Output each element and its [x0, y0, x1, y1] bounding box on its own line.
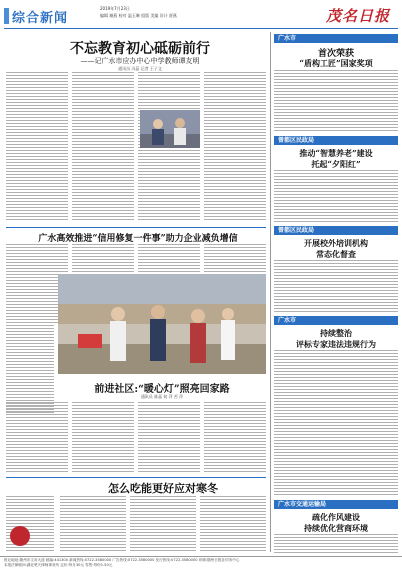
right-a-title-2: “盾构工匠”国家奖项	[299, 58, 373, 68]
story3-headline: 前进社区:“暖心灯”照亮回家路	[94, 384, 230, 395]
wechat-qr-icon	[10, 526, 30, 546]
lead-byline: 通讯员 冯蕊 记者 王子文	[118, 66, 162, 71]
right-b-title-2: 托起“夕阳红”	[311, 159, 361, 169]
story3-col-4	[204, 402, 266, 474]
lead-col-4	[204, 72, 266, 222]
right-section-c: 曾都区民政局	[274, 226, 398, 235]
lead-photo	[140, 110, 200, 148]
right-section-b: 曾都区民政局	[274, 136, 398, 145]
story4-col-3	[130, 496, 196, 552]
column-divider	[270, 32, 271, 552]
right-d-title-1: 持续整治	[320, 328, 352, 338]
right-d-title-2: 评标专家违法违规行为	[296, 339, 376, 349]
story3-photo	[58, 274, 266, 374]
story4-rule	[6, 477, 266, 478]
section-marker	[4, 8, 9, 24]
right-b-title-1: 推动“智慧养老”建设	[299, 148, 373, 158]
right-a-title-1: 首次荣获	[317, 49, 354, 59]
lead-col-2	[72, 72, 134, 222]
right-e-body	[274, 534, 398, 554]
story3-col-2	[72, 402, 134, 474]
story4-col-2	[60, 496, 126, 552]
right-b-body	[274, 170, 398, 222]
story2-rule	[6, 227, 266, 228]
right-c-body	[274, 260, 398, 312]
story4-col-4	[200, 496, 266, 552]
story3-col-3	[138, 402, 200, 474]
staff-line: 编辑 谢燕 校对 温玉琳 组版 美编 设计 贾燕	[100, 13, 177, 18]
lead-headline: 不忘教育初心砥砺前行	[70, 41, 210, 57]
masthead-rule	[4, 28, 398, 29]
lead-subheadline: ——记广水市应办中心中学教师谭友明	[80, 57, 200, 65]
story4-headline: 怎么吃能更好应对寒冬	[108, 482, 218, 495]
footer-line-2: 本报法律顾问:湖北楚天律师事务所 定价:每月30元 零售:每份1.50元	[4, 563, 113, 567]
right-e-title-1: 疏化作风建设	[312, 512, 360, 522]
story3-side-col	[6, 274, 54, 414]
section-title: 综合新闻	[12, 11, 69, 26]
footer-line-1: 报社地址:随州市文帝大道 邮编:441300 新闻热线:0722-3580000 广告热线:0722-3580000 发行热线:0722-3580000 印刷:随州日报社印务中心	[4, 558, 240, 562]
right-d-body	[274, 350, 398, 496]
lead-col-1	[6, 72, 68, 222]
masthead	[0, 0, 402, 30]
right-section-e: 广水市交通运输局	[274, 500, 398, 509]
right-section-a: 广水市	[274, 34, 398, 43]
right-c-title-1: 开展校外培训机构	[304, 238, 368, 248]
right-a-body	[274, 70, 398, 132]
right-c-title-2: 常态化督查	[316, 249, 356, 259]
right-e-title-2: 持续优化营商环境	[304, 523, 368, 533]
story3-col-1	[6, 402, 68, 474]
footer	[0, 556, 402, 569]
newspaper-logo: 茂名日报	[326, 7, 391, 25]
story3-byline: 通讯员 陈蕊 何 萍 苦 萍	[140, 394, 184, 399]
dateline: 2019年7月23日	[100, 6, 130, 11]
story2-headline: 广水高效推进“信用修复一件事”助力企业减负增信	[38, 234, 238, 244]
right-section-d: 广水市	[274, 316, 398, 325]
